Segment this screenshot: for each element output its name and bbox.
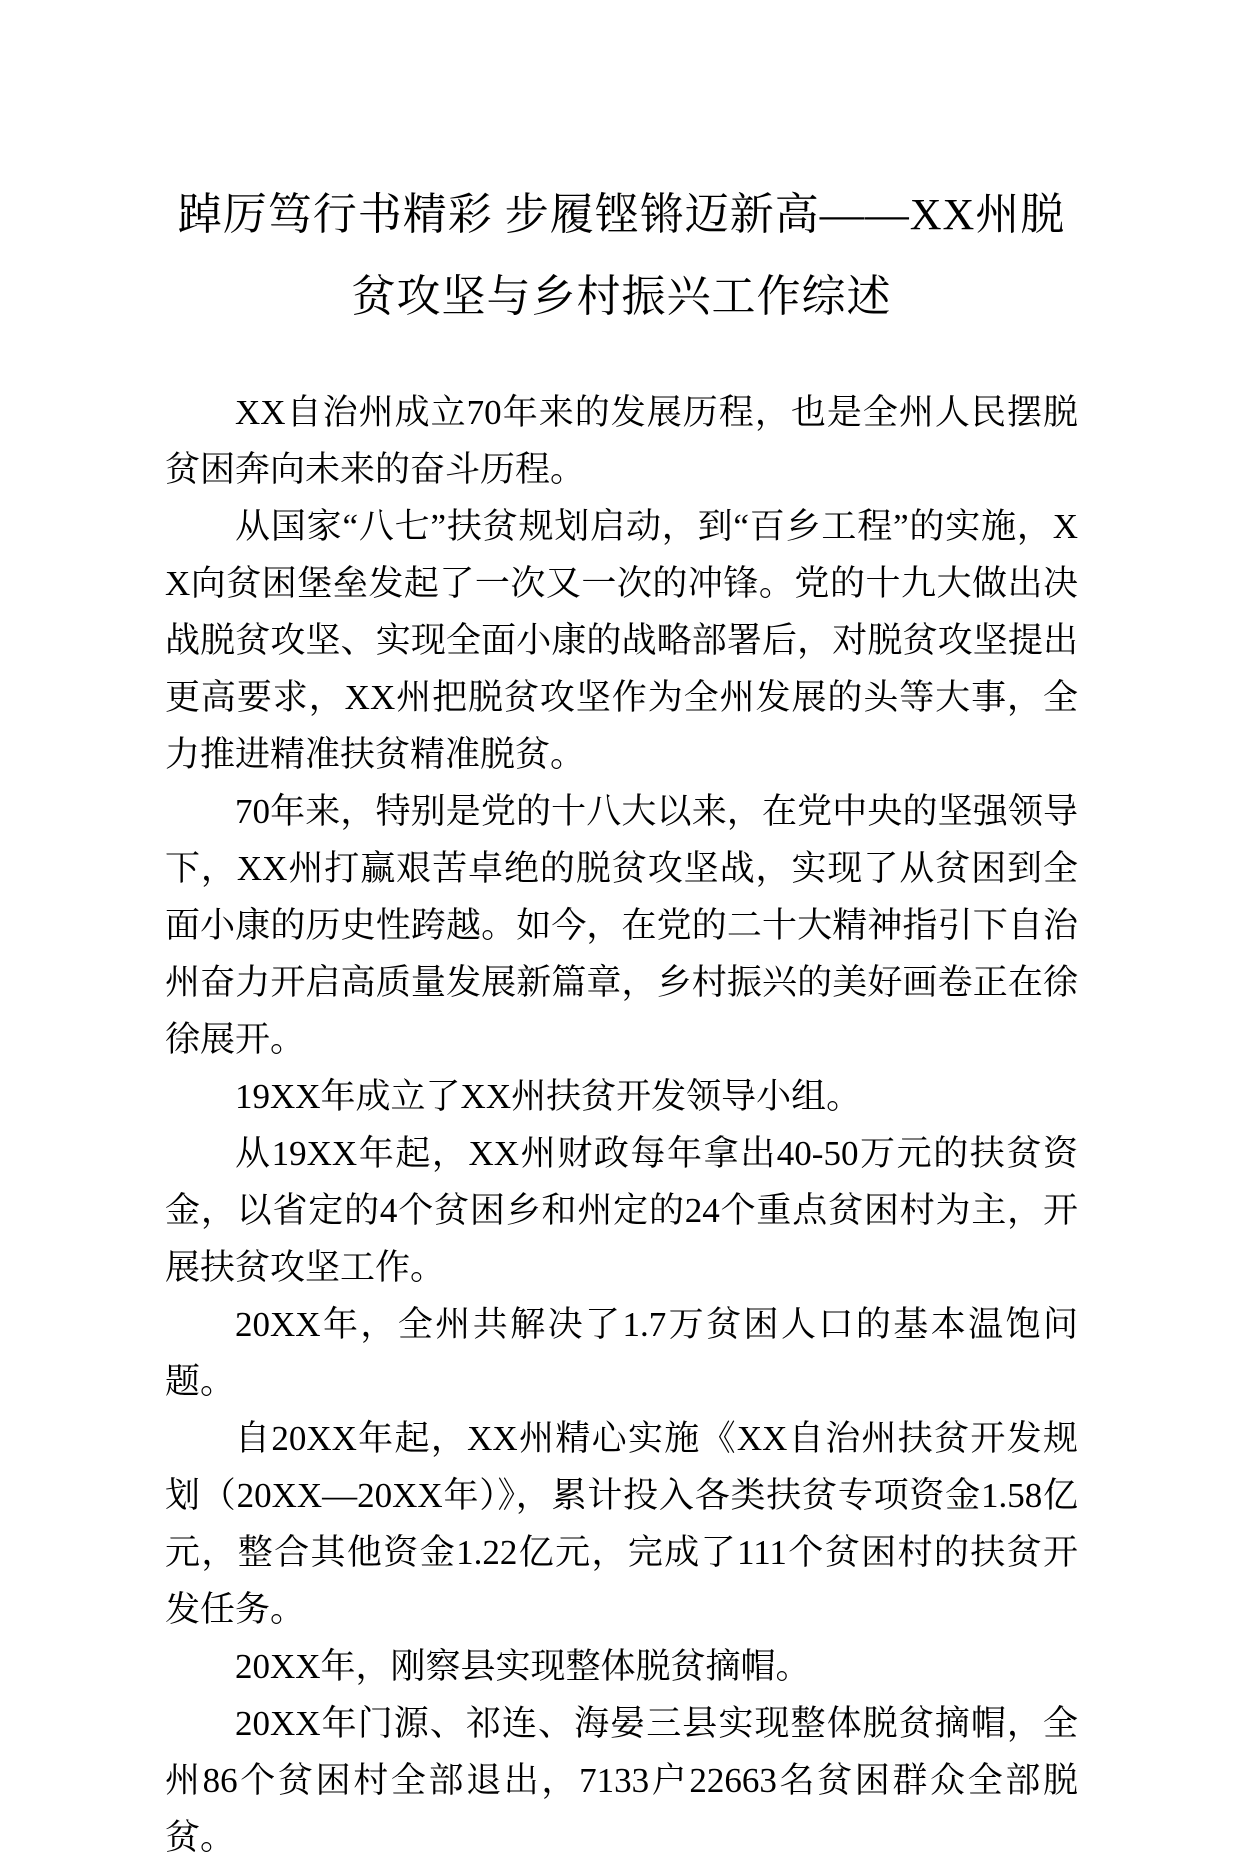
body-paragraph-2: 从国家“八七”扶贫规划启动，到“百乡工程”的实施，XX向贫困堡垒发起了一次又一次的冲锋。党的十九大做出决战脱贫攻坚、实现全面小康的战略部署后，对脱贫攻坚提出更高要求，XX州把脱贫攻坚作为全州发展的头等大事，全力推进精准扶贫精准脱贫。 xyxy=(165,507,1078,774)
body-paragraph-9: 20XX年门源、祁连、海晏三县实现整体脱贫摘帽，全州86个贫困村全部退出，7133户22663名贫困群众全部脱贫。 xyxy=(165,1704,1078,1857)
body-paragraph-7: 自20XX年起，XX州精心实施《XX自治州扶贫开发规划（20XX—20XX年）》，累计投入各类扶贫专项资金1.58亿元，整合其他资金1.22亿元，完成了111个贫困村的扶贫开发任务。 xyxy=(165,1419,1078,1629)
document-title: 踔厉笃行书精彩 步履铿锵迈新高——XX州脱贫攻坚与乡村振兴工作综述 xyxy=(177,190,1066,321)
body-paragraph-3: 70年来，特别是党的十八大以来，在党中央的坚强领导下，XX州打赢艰苦卓绝的脱贫攻坚战，实现了从贫困到全面小康的历史性跨越。如今，在党的二十大精神指引下自治州奋力开启高质量发展新篇章，乡村振兴的美好画卷正在徐徐展开。 xyxy=(165,792,1078,1059)
body-paragraph-1: XX自治州成立70年来的发展历程，也是全州人民摆脱贫困奔向未来的奋斗历程。 xyxy=(165,393,1078,489)
body-paragraph-6: 20XX年，全州共解决了1.7万贫困人口的基本温饱问题。 xyxy=(165,1305,1078,1401)
body-paragraph-4: 19XX年成立了XX州扶贫开发领导小组。 xyxy=(235,1077,862,1116)
body-paragraph-5: 从19XX年起，XX州财政每年拿出40-50万元的扶贫资金，以省定的4个贫困乡和州定的24个重点贫困村为主，开展扶贫攻坚工作。 xyxy=(165,1134,1078,1287)
body-paragraph-8: 20XX年，刚察县实现整体脱贫摘帽。 xyxy=(235,1647,811,1686)
document-body xyxy=(165,384,1078,1866)
